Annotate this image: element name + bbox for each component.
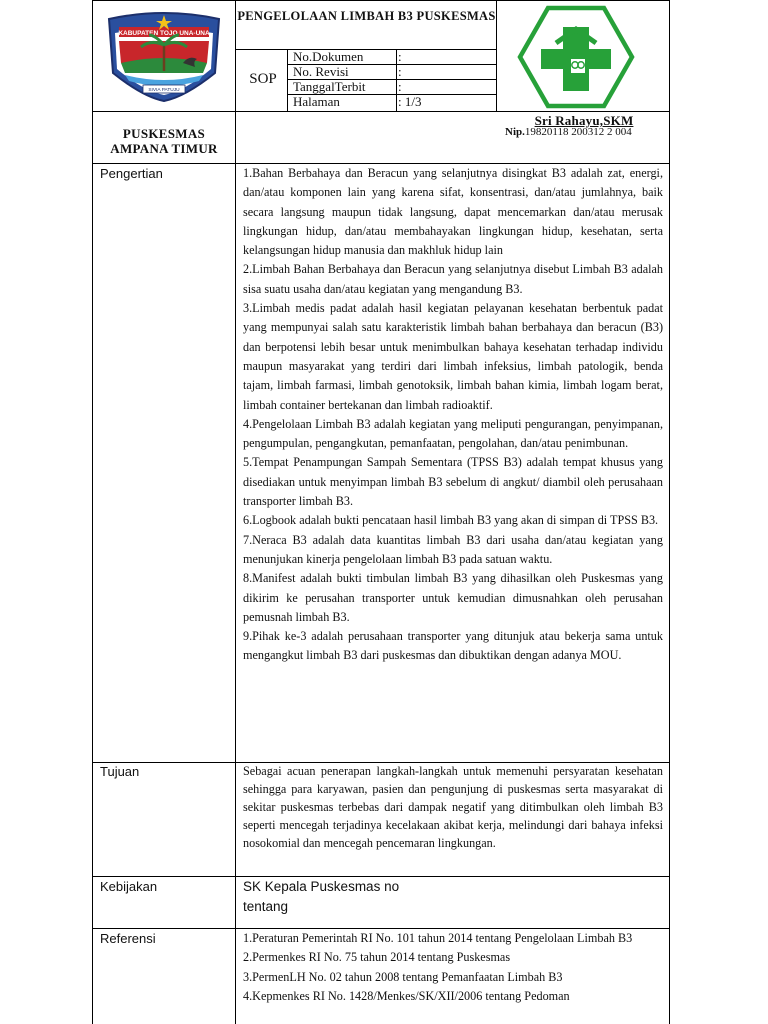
signer-name: Sri Rahayu,SKM — [534, 113, 634, 128]
list-item: 8.Manifest adalah bukti timbulan limbah B3 yang dihasilkan oleh Puskesmas yang dikirim ke perusahan transporter untuk kemudian dimusnahkan oleh perusahan pemusnah limbah B3. — [243, 571, 663, 624]
sop-document — [92, 0, 670, 1024]
meta-value: : — [398, 64, 402, 79]
kebijakan-text — [243, 877, 663, 916]
regency-emblem-icon — [105, 11, 223, 103]
list-item: 5.Tempat Penampungan Sampah Sementara (TPSS B3) adalah tempat khusus yang disediakan untuk menyimpan limbah B3 sebelum di angkut/ diambil oleh perusahaan transporter limbah B3. — [243, 455, 663, 509]
meta-key: Halaman — [293, 94, 340, 109]
puskesmas-cross-icon — [516, 5, 636, 109]
kebijakan-line: tentang — [243, 898, 289, 914]
document-header — [92, 0, 670, 164]
list-item: 1.Peraturan Pemerintah RI No. 101 tahun 2014 tentang Pengelolaan Limbah B3 — [243, 931, 633, 945]
organization-name: PUSKESMAS AMPANA TIMUR — [110, 126, 218, 156]
list-item: 4.Kepmenkes RI No. 1428/Menkes/SK/XII/2006 tentang Pedoman — [243, 988, 570, 1003]
meta-value: : 1/3 — [398, 94, 422, 109]
meta-key: No.Dokumen — [293, 49, 364, 64]
document-body — [92, 164, 670, 1024]
list-item: 3.Limbah medis padat adalah hasil kegiatan pelayanan kesehatan berbentuk padat yang mempunyai salah satu karakteristik limbah bahan berbahaya dan beracun (B3) dan berpotensi lebih besar untuk menimbulkan bahaya kesehatan terhadap individu maupun masyarakat yang terdiri dari limbah infeksius, limbah patologik, benda tajam, limbah farmasi, limbah genotoksik, limbah bahan kimia, limbah logam berat, limbah container bertekanan dan limbah radioaktif. — [243, 301, 663, 412]
regency-logo — [105, 11, 223, 108]
svg-text:SIVIA PATUJU: SIVIA PATUJU — [148, 88, 180, 93]
list-item: 2.Limbah Bahan Berbahaya dan Beracun yang selanjutnya disebut Limbah B3 adalah sisa suatu usaha dan/atau kegiatan yang mengandung B3. — [243, 262, 663, 296]
document-title: PENGELOLAAN LIMBAH B3 PUSKESMAS — [237, 9, 496, 23]
list-item: 6.Logbook adalah bukti pencataan hasil limbah B3 yang akan di simpan di TPSS B3. — [243, 513, 659, 528]
section-label-tujuan: Tujuan — [100, 764, 140, 779]
list-item: 2.Permenkes RI No. 75 tahun 2014 tentang Puskesmas — [243, 950, 511, 965]
section-label-pengertian: Pengertian — [100, 166, 163, 181]
nip-label: Nip. — [505, 126, 525, 138]
tujuan-text: Sebagai acuan penerapan langkah-langkah untuk memenuhi persyaratan kesehatan sehingga para karyawan, pasien dan pengunjung di puskesmas serta masyarakat di sekitar puskesmas terbebas dari dampak negatif yang ditimbulkan oleh limbah B3 seperti mencegah terjadinya kecelakaan akibat kerja, melindungi dari bahaya infeksi nosokomial dan mencegah pencemaran lingkungan. — [243, 764, 663, 850]
referensi-list — [243, 929, 663, 1006]
section-label-kebijakan: Kebijakan — [100, 879, 158, 894]
list-item: 1.Bahan Berbahaya dan Beracun yang selanjutnya disingkat B3 adalah zat, energi, dan/atau komponen lain yang karena sifat, konsentrasi, dan/atau jumlahnya, baik secara langsung maupun tidak langsung, dapat mencemarkan dan/atau merusak lingkungan hidup, dan/atau membahayakan lingkungan hidup, kesehatan, serta kelangsungan hidup manusia dan makhluk hidup lain — [243, 166, 663, 258]
meta-key: No. Revisi — [293, 64, 349, 79]
list-item: 3.PermenLH No. 02 tahun 2008 tentang Pemanfaatan Limbah B3 — [243, 969, 563, 984]
meta-key: TanggalTerbit — [293, 79, 366, 94]
nip-value: 19820118 200312 2 004 — [524, 126, 632, 138]
pengertian-list — [243, 164, 663, 666]
section-label-referensi: Referensi — [100, 931, 156, 946]
sop-label: SOP — [249, 71, 277, 87]
signer-nip — [505, 126, 632, 138]
kebijakan-line: SK Kepala Puskesmas no — [243, 879, 400, 894]
meta-value: : — [398, 49, 402, 64]
list-item: 7.Neraca B3 adalah data kuantitas limbah B3 dari usaha dan/atau kegiatan yang menunjukan kinerja pengelolaan limbah B3 pada satuan waktu. — [243, 532, 663, 566]
svg-text:KABUPATEN TOJO UNA-UNA: KABUPATEN TOJO UNA-UNA — [118, 30, 210, 37]
list-item: 9.Pihak ke-3 adalah perusahaan transporter yang ditunjuk atau bekerja sama untuk mengangkut limbah B3 dari puskesmas dan dibuktikan dengan adanya MOU. — [243, 629, 663, 663]
meta-value: : — [398, 79, 402, 94]
list-item: 4.Pengelolaan Limbah B3 adalah kegiatan yang meliputi pengurangan, penyimpanan, pengumpulan, pengangkutan, pemanfaatan, pengolahan, dan/atau penimbunan. — [243, 416, 663, 451]
puskesmas-logo — [516, 5, 636, 114]
